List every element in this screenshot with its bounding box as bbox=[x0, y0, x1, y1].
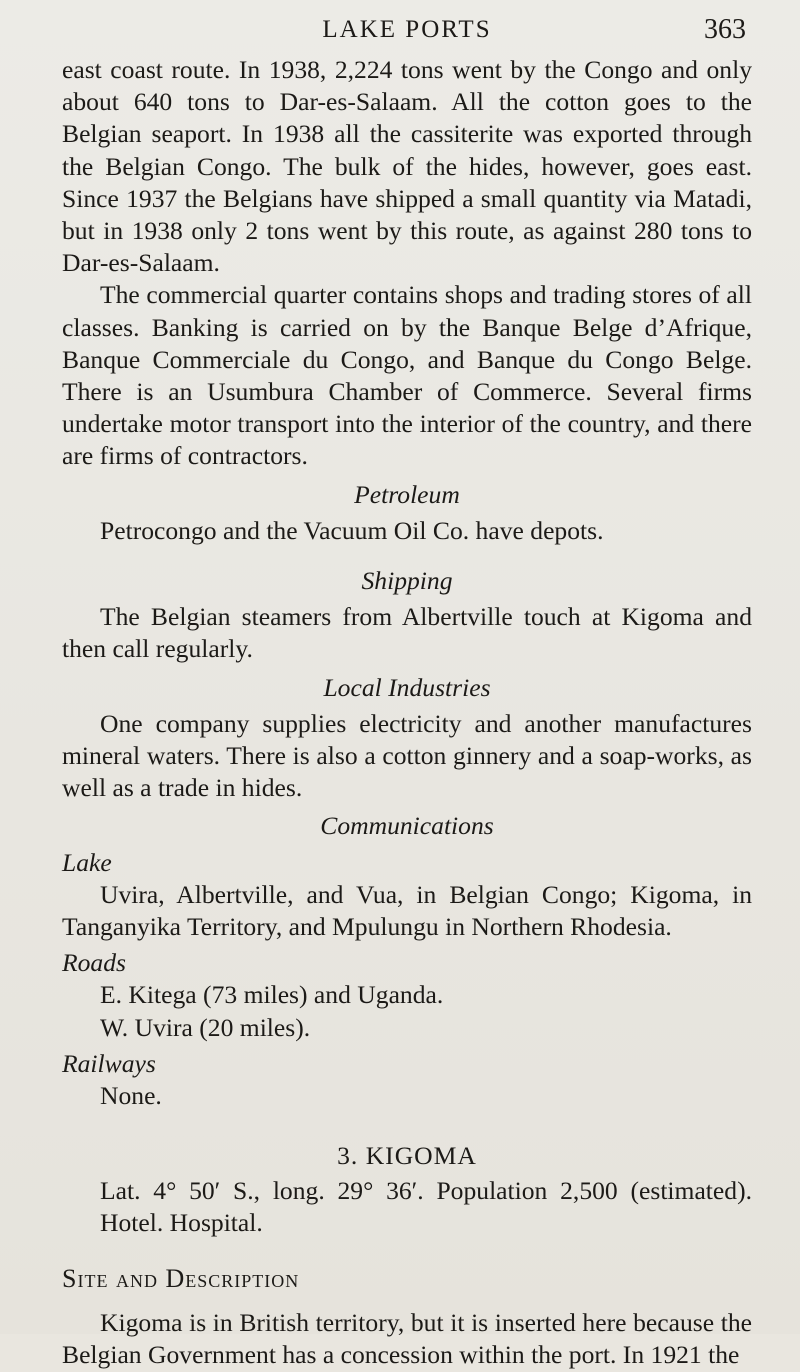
running-header bbox=[62, 10, 752, 50]
paragraph-railways: None. bbox=[100, 1081, 162, 1111]
intro-paragraph-1: east coast route. In 1938, 2,224 tons went by the Congo and only about 640 tons to Dar-es-Salaam. All the cotton goes to the Belgian seaport. In 1938 all the cassiterite was exported through the Belgian Congo. The bulk of the hides, however, goes east. Since 1937 the Belgians have shipped a small quantity via Matadi, but in 1938 only 2 tons went by this route, as against 280 tons to Dar-es-Salaam. bbox=[62, 55, 752, 278]
heading-site-and-description: Site and Description bbox=[62, 1263, 300, 1293]
heading-local-industries: Local Industries bbox=[323, 672, 491, 702]
running-title: LAKE PORTS bbox=[322, 16, 492, 43]
heading-petroleum: Petroleum bbox=[354, 479, 460, 509]
heading-shipping: Shipping bbox=[361, 566, 453, 596]
subheading-roads: Roads bbox=[62, 948, 126, 978]
roads-line-west: W. Uvira (20 miles). bbox=[100, 1012, 311, 1042]
body-text bbox=[62, 54, 752, 1372]
paragraph-lake: Uvira, Albertville, and Vua, in Belgian Congo; Kigoma, in Tanganyika Territory, and Mpulungu in Northern Rhodesia. bbox=[62, 879, 752, 942]
subheading-lake: Lake bbox=[62, 847, 112, 877]
heading-communications: Communications bbox=[320, 811, 494, 841]
subheading-railways: Railways bbox=[62, 1048, 156, 1078]
intro-paragraph-2: The commercial quarter contains shops and trading stores of all classes. Banking is carried on by the Banque Belge d’Afrique, Banque Commerciale du Congo, and Banque du Congo Belge. There is an Usumbura Chamber of Commerce. Several firms undertake motor transport into the interior of the country, and there are firms of contractors. bbox=[62, 280, 752, 471]
roads-line-east: E. Kitega (73 miles) and Uganda. bbox=[100, 980, 444, 1010]
paragraph-shipping: The Belgian steamers from Albertville touch at Kigoma and then call regularly. bbox=[62, 602, 752, 664]
section-title-kigoma: 3. KIGOMA bbox=[337, 1141, 477, 1171]
paragraph-petroleum: Petrocongo and the Vacuum Oil Co. have depots. bbox=[100, 515, 604, 545]
paragraph-local-industries: One company supplies electricity and another manufactures mineral waters. There is also a cotton ginnery and a soap-works, as well as a trade in hides. bbox=[62, 708, 752, 803]
paragraph-kigoma-site: Kigoma is in British territory, but it is inserted here because the Belgian Government has a concession within the port. In 1921 the bbox=[62, 1308, 752, 1370]
kigoma-summary: Lat. 4° 50′ S., long. 29° 36′. Population 2,500 (estimated). Hotel. Hospital. bbox=[100, 1175, 752, 1237]
page-number: 363 bbox=[704, 14, 746, 45]
